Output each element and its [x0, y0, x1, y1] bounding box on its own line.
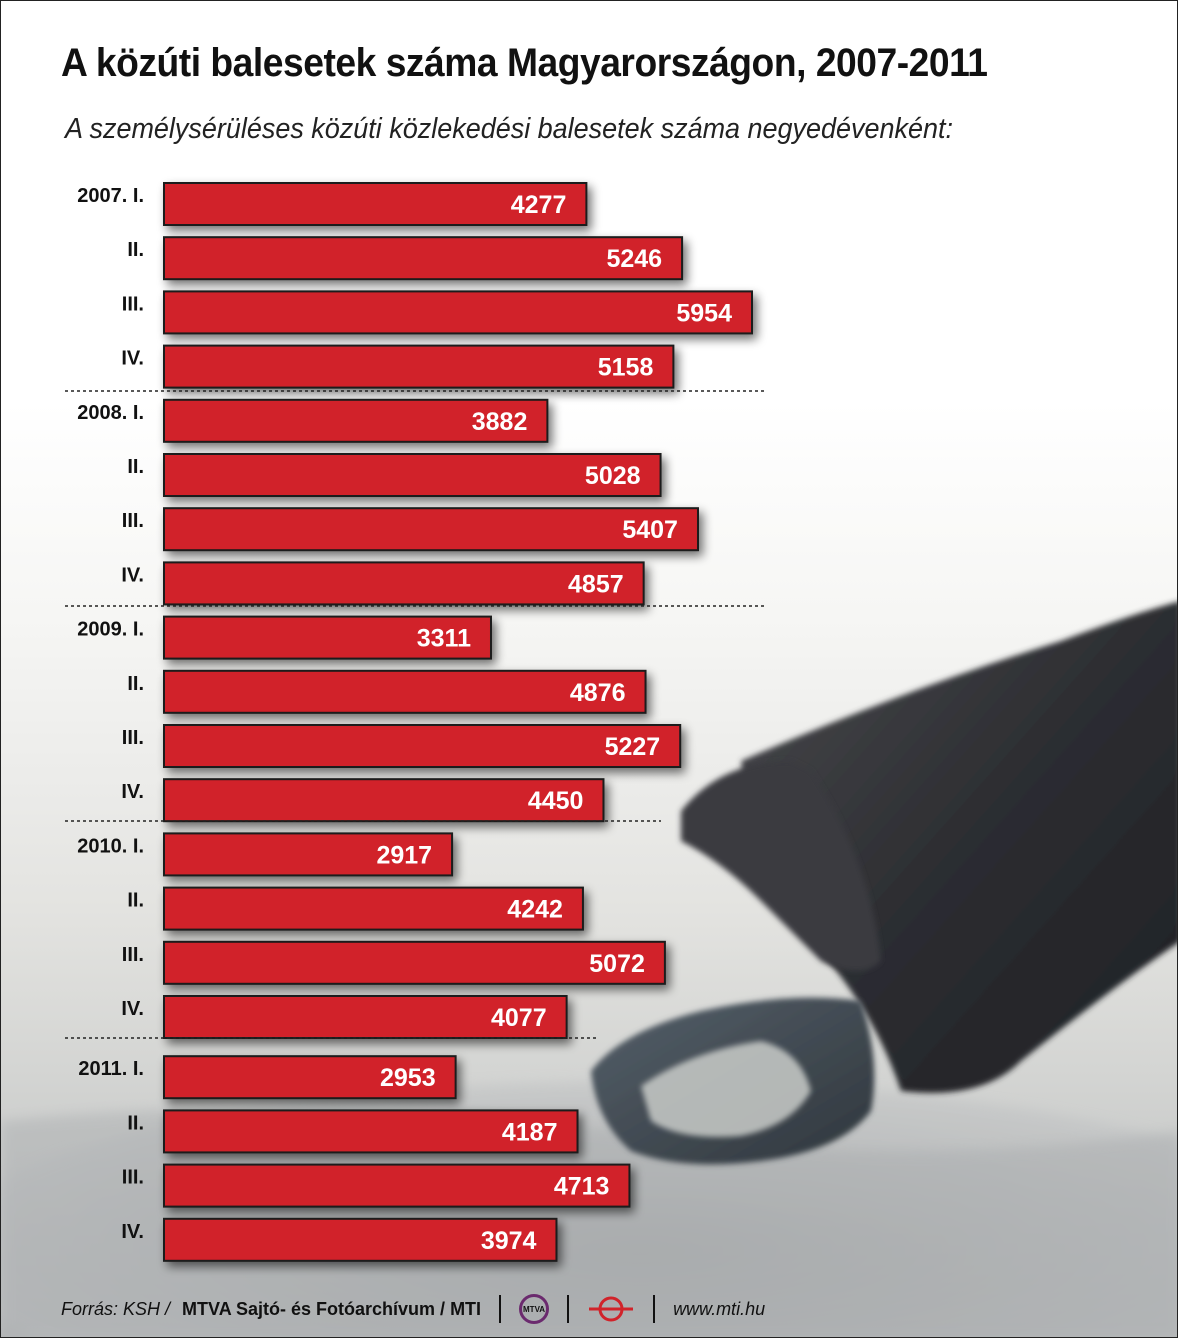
bar-chart [1, 1, 1178, 1338]
category-label: 2008. I. [77, 401, 144, 424]
bar-value-label: 5227 [604, 733, 661, 761]
category-label: IV. [121, 347, 144, 370]
bar-value-label: 5954 [676, 299, 732, 328]
bar-value-label: 4242 [507, 895, 563, 924]
bar-value-label: 3882 [471, 407, 528, 436]
footer [61, 1291, 765, 1327]
category-label: 2011. I. [78, 1058, 144, 1081]
category-label: III. [121, 293, 144, 316]
mtva-logo [519, 1294, 549, 1324]
bar-value-label: 3974 [480, 1226, 537, 1255]
category-label: III. [121, 510, 144, 533]
source-label: Forrás: KSH / [61, 1298, 171, 1319]
category-label: 2009. I. [77, 618, 144, 641]
page-title: A közúti balesetek száma Magyarországon, 2007-2011 [61, 41, 988, 85]
category-label: III. [121, 943, 144, 966]
bar [164, 291, 752, 333]
footer-divider [653, 1295, 655, 1323]
website-link[interactable]: www.mti.hu [673, 1298, 766, 1319]
category-label: II. [127, 456, 144, 478]
category-label: IV. [121, 998, 144, 1020]
bar [164, 508, 698, 550]
chart-subtitle: A személysérüléses közúti közlekedési balesetek száma negyedévenként: [65, 113, 953, 145]
bar-value-label: 5246 [606, 245, 663, 274]
bar-value-label: 5072 [589, 949, 645, 978]
bar-value-label: 2917 [376, 841, 433, 870]
bar-value-label: 4713 [553, 1172, 610, 1201]
bar-value-label: 3311 [416, 624, 471, 653]
bar-value-label: 4876 [569, 678, 626, 707]
bar-value-label: 4187 [501, 1118, 558, 1147]
category-label: 2007. I. [77, 185, 144, 207]
mtva-logo-text: MTVA [523, 1304, 546, 1314]
bar-value-label: 5028 [584, 462, 641, 490]
category-label: II. [127, 889, 144, 912]
bar-value-label: 4077 [491, 1004, 547, 1032]
category-label: IV. [121, 1220, 144, 1243]
category-label: IV. [121, 564, 144, 587]
bar-value-label: 5407 [622, 516, 678, 545]
category-label: II. [127, 672, 144, 695]
bar-value-label: 4450 [527, 787, 584, 816]
mti-logo-icon [587, 1293, 635, 1325]
category-label: 2010. I. [77, 835, 144, 858]
bar-value-label: 4857 [568, 570, 624, 599]
category-label: III. [121, 727, 144, 749]
bar [164, 237, 682, 279]
bar [164, 725, 680, 767]
bar-value-label: 4277 [510, 191, 567, 219]
bar-value-label: 5158 [597, 353, 654, 382]
bar-value-label: 2953 [380, 1064, 436, 1093]
category-label: IV. [121, 781, 144, 804]
category-label: II. [127, 239, 144, 262]
category-label: III. [121, 1166, 144, 1189]
archive-credit: MTVA Sajtó- és Fotóarchívum / MTI [182, 1298, 482, 1319]
footer-divider [499, 1295, 501, 1323]
footer-divider [567, 1295, 569, 1323]
category-label: II. [127, 1112, 144, 1135]
